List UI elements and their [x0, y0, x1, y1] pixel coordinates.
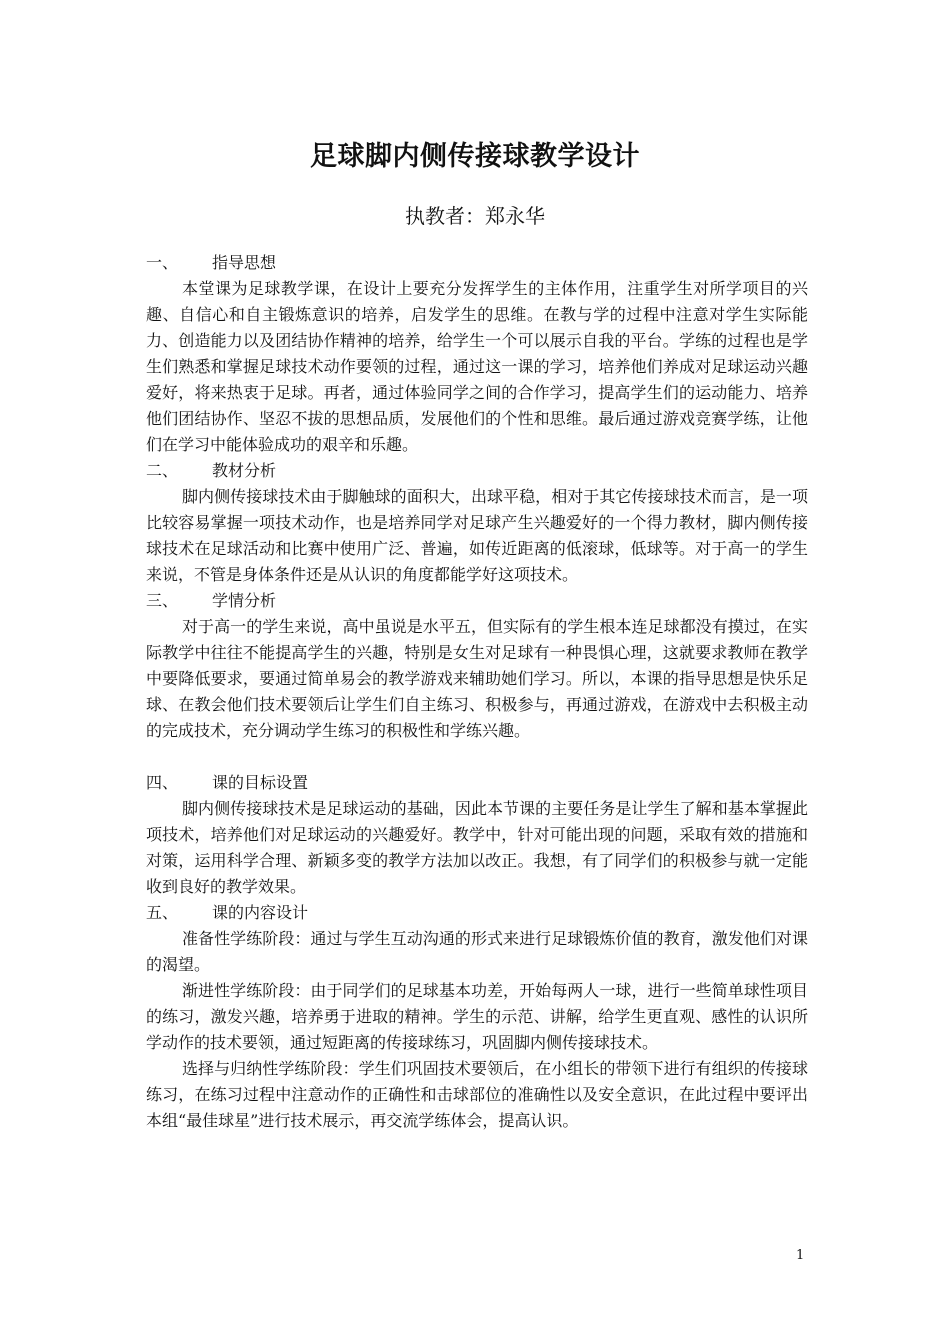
- section-number: 三、: [146, 591, 179, 610]
- section-title: 教材分析: [212, 461, 277, 480]
- section-paragraph: 本堂课为足球教学课，在设计上要充分发挥学生的主体作用，注重学生对所学项目的兴趣、自信心和自主锻炼意识的培养，启发学生的思维。在教与学的过程中注意对学生实际能力、创造能力以及团结协作精神的培养，给学生一个可以展示自我的平台。学练的过程也是学生们熟悉和掌握足球技术动作要领的过程，通过这一课的学习，培养他们养成对足球运动兴趣爱好，将来热衷于足球。再者，通过体验同学之间的合作学习，提高学生们的运动能力、培养他们团结协作、坚忍不拔的思想品质，发展他们的个性和思维。最后通过游戏竞赛学练，让他们在学习中能体验成功的艰辛和乐趣。: [146, 279, 808, 454]
- section-paragraph: 准备性学练阶段：通过与学生互动沟通的形式来进行足球锻炼价值的教育，激发他们对课的渴望。: [146, 929, 808, 974]
- section-paragraph: 脚内侧传接球技术由于脚触球的面积大，出球平稳，相对于其它传接球技术而言，是一项比较容易掌握一项技术动作，也是培养同学对足球产生兴趣爱好的一个得力教材，脚内侧传接球技术在足球活动和比赛中使用广泛、普遍，如传近距离的低滚球，低球等。对于高一的学生来说，不管是身体条件还是从认识的角度都能学好这项技术。: [146, 487, 808, 584]
- section-number: 五、: [146, 903, 179, 922]
- section-title: 课的内容设计: [212, 903, 309, 922]
- section-title: 学情分析: [212, 591, 277, 610]
- section-number: 四、: [146, 773, 179, 792]
- section-heading-1: [146, 250, 808, 276]
- blank-line: [146, 744, 808, 770]
- section-heading-3: [146, 588, 808, 614]
- section-paragraph: 选择与归纳性学练阶段：学生们巩固技术要领后，在小组长的带领下进行有组织的传接球练习，在练习过程中注意动作的正确性和击球部位的准确性以及安全意识，在此过程中要评出本组“最佳球星”进行技术展示，再交流学练体会，提高认识。: [146, 1059, 808, 1130]
- section-heading-5: [146, 900, 808, 926]
- section-number: 一、: [146, 253, 179, 272]
- section-title: 指导思想: [212, 253, 277, 272]
- document-body: [146, 250, 808, 1134]
- section-heading-4: [146, 770, 808, 796]
- section-paragraph: 渐进性学练阶段：由于同学们的足球基本功差，开始每两人一球，进行一些简单球性项目的练习，激发兴趣，培养勇于进取的精神。学生的示范、讲解，给学生更直观、感性的认识所学动作的技术要领，通过短距离的传接球练习，巩固脚内侧传接球技术。: [146, 981, 808, 1052]
- page-number: 1: [796, 1248, 805, 1263]
- section-heading-2: [146, 458, 808, 484]
- section-paragraph: 脚内侧传接球技术是足球运动的基础，因此本节课的主要任务是让学生了解和基本掌握此项技术，培养他们对足球运动的兴趣爱好。教学中，针对可能出现的问题，采取有效的措施和对策，运用科学合理、新颖多变的教学方法加以改正。我想，有了同学们的积极参与就一定能收到良好的教学效果。: [146, 799, 808, 896]
- section-title: 课的目标设置: [212, 773, 309, 792]
- section-number: 二、: [146, 461, 179, 480]
- document-title: 足球脚内侧传接球教学设计: [310, 141, 640, 172]
- document-author: 执教者：郑永华: [405, 204, 545, 228]
- section-paragraph: 对于高一的学生来说，高中虽说是水平五，但实际有的学生根本连足球都没有摸过，在实际教学中往往不能提高学生的兴趣，特别是女生对足球有一种畏惧心理，这就要求教师在教学中要降低要求，要通过简单易会的教学游戏来辅助她们学习。所以，本课的指导思想是快乐足球、在教会他们技术要领后让学生们自主练习、积极参与，再通过游戏，在游戏中去积极主动的完成技术，充分调动学生练习的积极性和学练兴趣。: [146, 617, 808, 740]
